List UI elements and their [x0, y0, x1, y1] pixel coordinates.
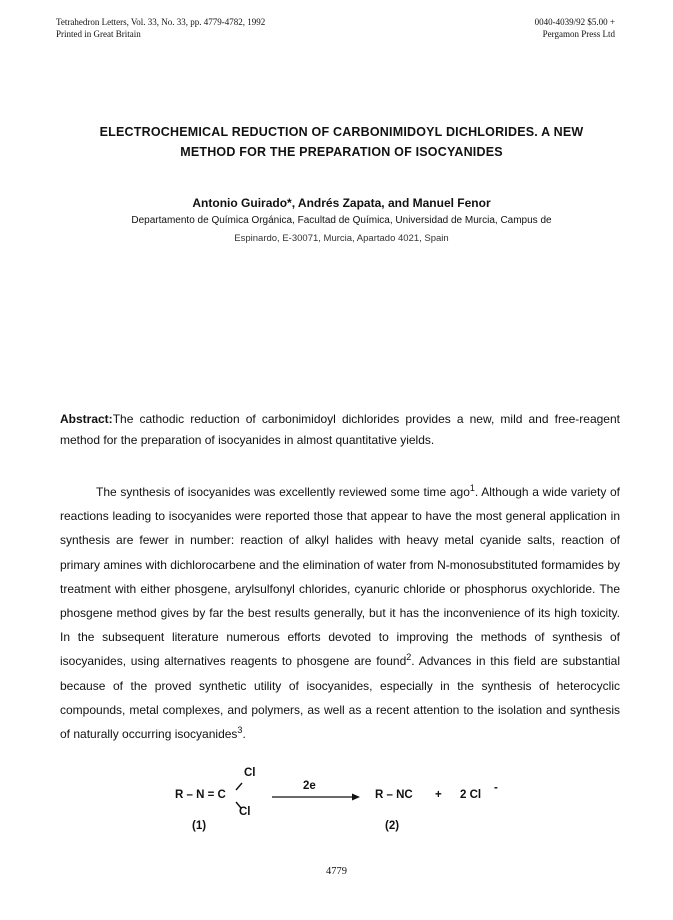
title-line-1: ELECTROCHEMICAL REDUCTION OF CARBONIMIDOYL DICHLORIDES. A NEW	[99, 125, 584, 139]
journal-header	[56, 16, 265, 40]
price-code: 0040-4039/92 $5.00 +	[534, 17, 615, 27]
scheme-bonds-arrow	[0, 762, 673, 842]
body-text-3: . Advances in this field are substantial because of the proved synthetic utility of isocyanides, especially in the synthesis of heterocyclic compounds, metal complexes, and polymers, as well as a recent attention to the isolation and synthesis of naturally occurring isocyanides	[60, 654, 620, 742]
abstract-text: The cathodic reduction of carbonimidoyl dichlorides provides a new, mild and free-reagent method for the preparation of isocyanides in almost quantitative yields.	[60, 412, 620, 447]
reference-1: 1	[469, 483, 475, 493]
reaction-arrow-head	[352, 794, 360, 801]
title-line-2: METHOD FOR THE PREPARATION OF ISOCYANIDES	[180, 145, 503, 159]
chlorine-bottom: Cl	[239, 806, 251, 818]
publisher-header	[535, 16, 615, 40]
affiliation-line-1: Departamento de Química Orgánica, Facultad de Química, Universidad de Murcia, Campus de	[131, 215, 552, 226]
reference-2: 2	[406, 652, 412, 663]
body-text-1: The synthesis of isocyanides was excellently reviewed some time ago	[96, 485, 470, 499]
chlorine-top: Cl	[244, 767, 256, 779]
publisher-name: Pergamon Press Ltd	[542, 29, 615, 39]
chloride-byproduct: 2 Cl	[460, 789, 482, 801]
abstract-label: Abstract:	[60, 412, 113, 426]
body-text-2: . Although a wide variety of reactions leading to isocyanides were reported those that appear to have the most general application in synthesis are fewer in number: reaction of alkyl halides with heavy metal cyanide salts, reaction of primary amines with dichlorocarbene and the elimination of water from N-monosubstituted formamides by treatment with either phosgene, arylsulfonyl chlorides, cyanuric chloride or phosphorus oxychloride. The phosgene method gives by far the best results generally, but it has the inconvenience of its high toxicity. In the subsequent literature numerous efforts devoted to improving the methods of synthesis of isocyanides, using alternatives reagents to phosgene are found	[60, 485, 620, 669]
arrow-label: 2e	[303, 780, 316, 792]
reference-3: 3	[237, 725, 243, 736]
plus-sign: +	[435, 789, 442, 801]
product-formula: R – NC	[375, 789, 413, 801]
compound-label-1: (1)	[192, 820, 207, 832]
journal-citation: Tetrahedron Letters, Vol. 33, No. 33, pp. 4779-4782, 1992	[56, 17, 266, 27]
page-number: 4779	[326, 866, 347, 877]
body-paragraph	[60, 480, 620, 746]
reactant-formula: R – N = C	[175, 789, 226, 801]
reaction-scheme	[0, 762, 673, 842]
body-text-4: .	[242, 727, 246, 742]
affiliation-line-2: Espinardo, E-30071, Murcia, Apartado 4021, Spain	[234, 233, 449, 244]
bond-upper	[236, 783, 242, 790]
compound-label-2: (2)	[385, 820, 400, 832]
paper-title	[60, 122, 623, 162]
author-list: Antonio Guirado*, Andrés Zapata, and Manuel Fenor	[192, 196, 491, 210]
abstract	[60, 409, 620, 451]
chloride-charge: -	[494, 782, 498, 794]
printed-location: Printed in Great Britain	[56, 29, 141, 39]
